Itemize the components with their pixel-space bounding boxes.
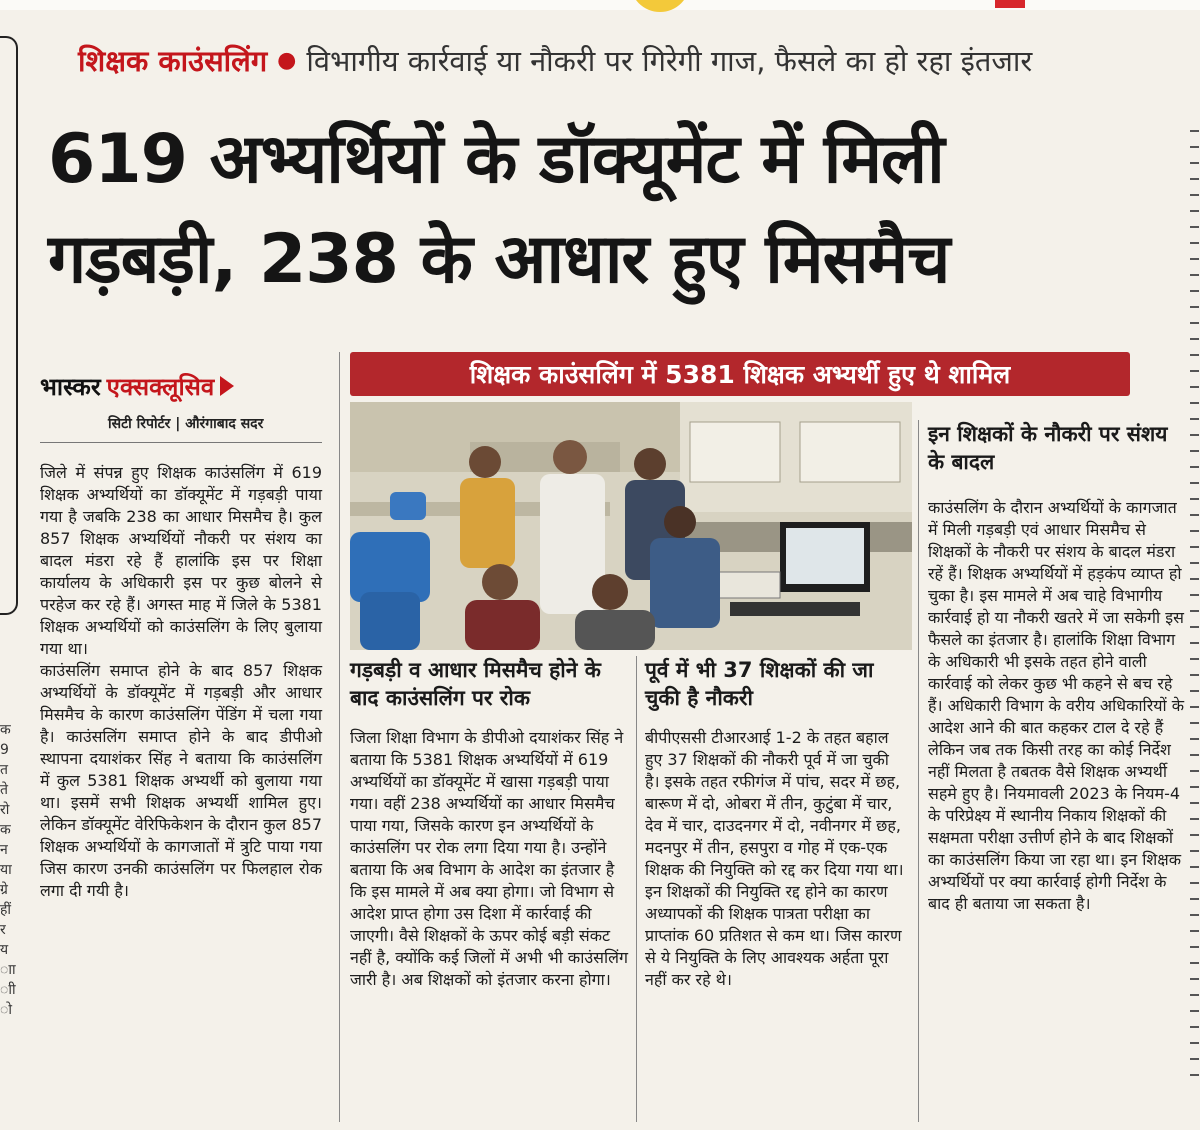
- left-crop-line: ाा: [0, 962, 16, 978]
- column-rule-1: [339, 352, 340, 1122]
- masthead-red-mark: [995, 0, 1025, 8]
- left-crop-line: त: [0, 762, 8, 778]
- adjacent-article-border: [0, 36, 18, 615]
- byline: सिटी रिपोर्टर | औरंगाबाद सदर: [108, 416, 264, 432]
- photo-banner-text: शिक्षक काउंसलिंग में 5381 शिक्षक अभ्यर्थी हुए थे शामिल: [469, 360, 1011, 389]
- brand-label: [40, 364, 330, 408]
- column-3-text: बीपीएससी टीआरआई 1-2 के तहत बहाल हुए 37 शिक्षकों की नौकरी पूर्व में जा चुकी है। इसके तहत रफीगंज में पांच, सदर में छह, बारूण में दो, ओबरा में तीन, कुटुंबा में चार, देव में चार, दाउदनगर में दो, नवीनगर में छह, मदनपुर में तीन, हसपुरा व गोह में एक-एक शिक्षक की नियुक्ति को रद्द कर दिया गया था। इन शिक्षकों की नियुक्ति रद्द होने का कारण अध्यापकों की शिक्षक पात्रता परीक्षा का प्राप्तांक 60 प्रतिशत से कम था। जिस कारण से ये नियुक्ति के लिए आवश्यक अर्हता पूरा नहीं कर रहे थे।: [645, 728, 904, 989]
- column-rule-2: [636, 656, 637, 1122]
- column-1-paragraph-2: काउंसलिंग समाप्त होने के बाद 857 शिक्षक अभ्यर्थियों के डॉक्यूमेंट में गड़बड़ी और आधार मिसमैच के कारण काउंसलिंग पेंडिंग में चला गया है। काउंसलिंग समाप्त होने के बाद डीपीओ स्थापना दयाशंकर सिंह ने बताया कि काउंसलिंग में कुल 5381 शिक्षक अभ्यर्थी को बुलाया गया था। इसमें सभी शिक्षक अभ्यर्थी शामिल हुए। लेकिन डॉक्यूमेंट वेरिफिकेशन के दौरान कुल 857 शिक्षक अभ्यर्थियों के कागजातों में त्रुटि पाया गया जिस कारण उनकी काउंसलिंग पर फिलहाल रोक लगा दी गयी है।: [40, 661, 322, 900]
- left-crop-line: ग्रे: [0, 882, 8, 898]
- brand-arrow-icon: [220, 376, 234, 396]
- counselling-photo-illustration: [350, 402, 912, 650]
- column-2-heading: गड़बड़ी व आधार मिसमैच होने के बाद काउंसलिंग पर रोक: [350, 658, 601, 710]
- kicker-text: विभागीय कार्रवाई या नौकरी पर गिरेगी गाज, फैसले का हो रहा इंतजार: [306, 43, 1033, 78]
- brand-part-1: भास्कर: [40, 372, 101, 401]
- left-crop-line: 9: [0, 742, 9, 758]
- column-4-heading: इन शिक्षकों के नौकरी पर संशय के बादल: [928, 422, 1168, 474]
- left-cropped-column: [0, 720, 22, 1020]
- column-rule-3: [918, 420, 919, 1122]
- left-crop-line: र: [0, 922, 6, 938]
- left-crop-line: हीं: [0, 902, 12, 918]
- kicker-label: शिक्षक काउंसलिंग: [78, 43, 268, 78]
- left-crop-line: या: [0, 862, 12, 878]
- column-3-heading: पूर्व में भी 37 शिक्षकों की जा चुकी है नौकरी: [645, 658, 874, 710]
- column-4-text: काउंसलिंग के दौरान अभ्यर्थियों के कागजात में मिली गड़बड़ी एवं आधार मिसमैच से शिक्षकों के नौकरी पर संशय के बादल मंडरा रहें हैं। शिक्षक अभ्यर्थियों में हड़कंप व्याप्त हो चुका है। इस मामले में अब चाहे विभागीय कार्रवाई हो या नौकरी खतरे में जा सकेगी इस फैसले का इंतजार है। हालांकि शिक्षा विभाग के अधिकारी भी इसके तहत होने वाली कार्रवाई को लेकर कुछ भी कहने से बच रहे हैं। अधिकारी विभाग के वरीय अधिकारियों के आदेश आने की बात कहकर टाल दे रहे हैं लेकिन जब तक किसी तरह का कोई निर्देश नहीं मिलता है तबतक वैसे शिक्षक अभ्यर्थी सहमे हुए है। नियमावली 2023 के नियम-4 के परिप्रेक्ष्य में स्थानीय निकाय शिक्षकों की सक्षमता परीक्षा उत्तीर्ण होने के बाद शिक्षकों का काउंसलिंग किया जा रहा था। इन शिक्षक अभ्यर्थियों पर क्या कार्रवाई होगी निर्देश के बाद ही बताया जा सकता है।: [928, 498, 1185, 913]
- left-crop-line: ते: [0, 782, 8, 798]
- left-crop-line: क: [0, 722, 11, 738]
- left-crop-line: य: [0, 942, 9, 958]
- column-1-paragraph-1: जिले में संपन्न हुए शिक्षक काउंसलिंग में 619 शिक्षक अभ्यर्थियों का डॉक्यूमेंट में गड़बड़ी पाया गया है जबकि 238 का आधार मिसमैच है। कुल 857 शिक्षक अभ्यर्थियों नौकरी पर संशय का बादल मंडरा रहे हैं हालांकि इस पर शिक्षा कार्यालय के अधिकारी इस पर कुछ बोलने से परहेज कर रहे हैं। अगस्त माह में जिले के 5381 शिक्षक अभ्यर्थियों को काउंसलिंग के लिए बुलाया गया था।: [40, 463, 322, 658]
- headline-line-2: गड़बड़ी, 238 के आधार हुए मिसमैच: [48, 220, 950, 299]
- left-crop-line: ो: [0, 1002, 12, 1018]
- kicker: [78, 40, 1032, 80]
- right-cropped-column: [1188, 130, 1200, 1120]
- counselling-photo: [350, 402, 912, 650]
- byline-rule: [40, 442, 322, 443]
- kicker-bullet-icon: ●: [277, 47, 297, 73]
- left-crop-line: न: [0, 842, 8, 858]
- column-1-text: [40, 462, 322, 902]
- left-crop-line: क: [0, 822, 11, 838]
- left-crop-line: ाी: [0, 982, 16, 998]
- left-crop-line: रो: [0, 802, 10, 818]
- column-2-text: जिला शिक्षा विभाग के डीपीओ दयाशंकर सिंह ने बताया कि 5381 शिक्षक अभ्यर्थियों में 619 अभ्यर्थियों का डॉक्यूमेंट में खासा गड़बड़ी पाया गया। वहीं 238 अभ्यर्थियों का आधार मिसमैच पाया गया, जिसके कारण इन अभ्यर्थियों के काउंसलिंग पर रोक लगा दिया गया है। उन्होंने बताया कि अब विभाग के आदेश का इंतजार है कि इस मामले में अब क्या होगा। जो विभाग से आदेश प्राप्त होगा उस दिशा में कार्रवाई की जाएगी। वैसे शिक्षकों के ऊपर कोई बड़ी संकट नहीं है, क्योंकि कई जिलों में अभी भी काउंसलिंग जारी है। अब शिक्षकों को इंतजार करना होगा।: [350, 728, 628, 989]
- headline-line-1: 619 अभ्यर्थियों के डॉक्यूमेंट में मिली: [48, 120, 944, 199]
- photo-banner: [350, 352, 1130, 396]
- brand-part-2: एक्सक्लूसिव: [106, 372, 215, 401]
- headline: [48, 110, 1188, 310]
